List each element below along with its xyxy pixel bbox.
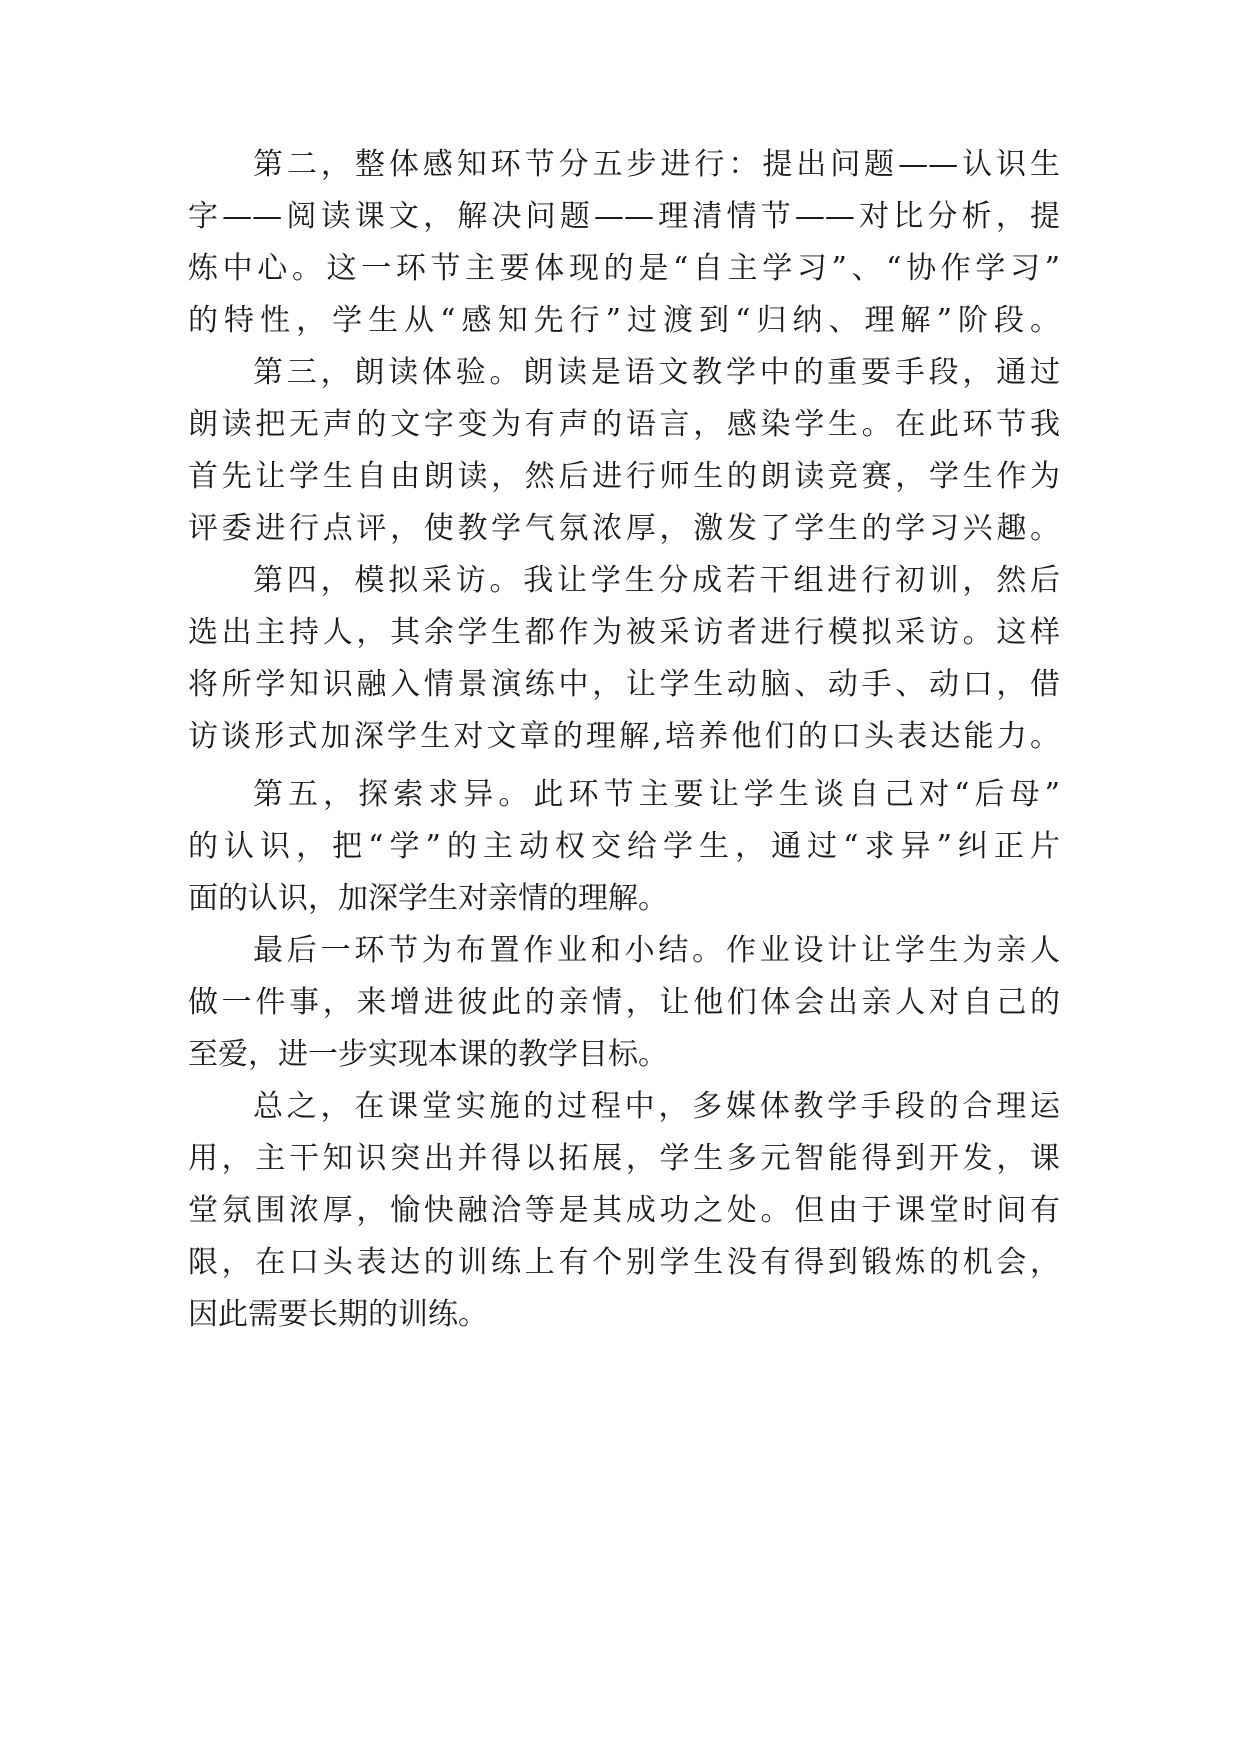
paragraph-step3-line-2: 朗读把无声的文字变为有声的语言，感染学生。在此环节我	[188, 407, 1060, 442]
paragraph-step4-line-4: 访谈形式加深学生对文章的理解,培养他们的口头表达能力。	[188, 719, 1060, 754]
paragraph-summary-line-2: 用，主干知识突出并得以拓展，学生多元智能得到开发，课	[188, 1141, 1060, 1176]
paragraph-step2-line-2: 字——阅读课文，解决问题——理清情节——对比分析，提	[188, 199, 1060, 234]
paragraph-step5-line-2: 的认识，把“学”的主动权交给学生，通过“求异”纠正片	[188, 829, 1060, 864]
paragraph-step3-line-3: 首先让学生自由朗读，然后进行师生的朗读竞赛，学生作为	[188, 459, 1060, 494]
paragraph-step2-line-3: 炼中心。这一环节主要体现的是“自主学习”、“协作学习”	[188, 251, 1060, 286]
paragraph-step3-line-1: 第三，朗读体验。朗读是语文教学中的重要手段，通过	[253, 355, 1060, 390]
paragraph-final-line-1: 最后一环节为布置作业和小结。作业设计让学生为亲人	[253, 933, 1060, 968]
paragraph-summary-line-4: 限，在口头表达的训练上有个别学生没有得到锻炼的机会，	[188, 1245, 1060, 1280]
paragraph-step3-line-4: 评委进行点评，使教学气氛浓厚，激发了学生的学习兴趣。	[188, 511, 1060, 546]
paragraph-summary-line-1: 总之，在课堂实施的过程中，多媒体教学手段的合理运	[253, 1089, 1060, 1124]
paragraph-final-line-3: 至爱，进一步实现本课的教学目标。	[188, 1037, 668, 1072]
paragraph-step4-line-2: 选出主持人，其余学生都作为被采访者进行模拟采访。这样	[188, 615, 1060, 650]
paragraph-step4-line-1: 第四，模拟采访。我让学生分成若干组进行初训，然后	[253, 563, 1060, 598]
paragraph-step5-line-3: 面的认识，加深学生对亲情的理解。	[188, 881, 668, 916]
paragraph-step2-line-1: 第二，整体感知环节分五步进行：提出问题——认识生	[253, 147, 1060, 182]
paragraph-step4-line-3: 将所学知识融入情景演练中，让学生动脑、动手、动口，借	[188, 667, 1060, 702]
paragraph-summary-line-5: 因此需要长期的训练。	[188, 1297, 488, 1332]
paragraph-step5-line-1: 第五，探索求异。此环节主要让学生谈自己对“后母”	[253, 777, 1060, 812]
paragraph-final-line-2: 做一件事，来增进彼此的亲情，让他们体会出亲人对自己的	[188, 985, 1060, 1020]
paragraph-step2-line-4: 的特性，学生从“感知先行”过渡到“归纳、理解”阶段。	[188, 303, 1060, 338]
paragraph-summary-line-3: 堂氛围浓厚，愉快融洽等是其成功之处。但由于课堂时间有	[188, 1193, 1060, 1228]
